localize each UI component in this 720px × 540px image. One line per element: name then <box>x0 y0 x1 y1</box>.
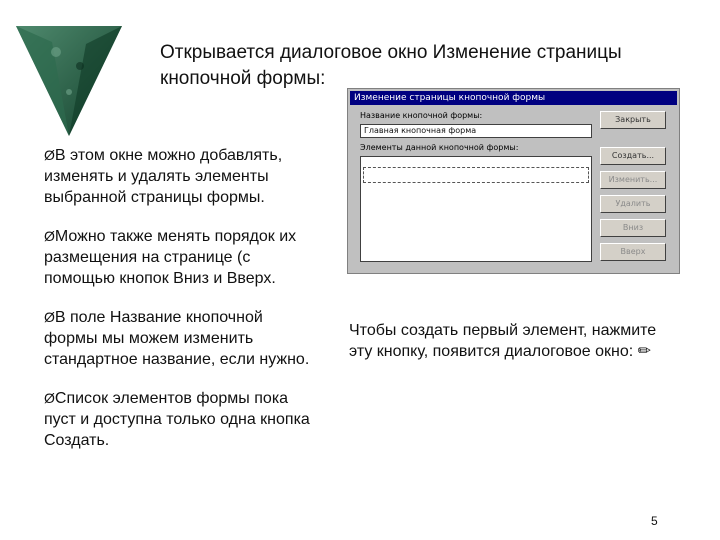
arrow-bullet-icon: Ø <box>44 147 55 163</box>
bullet-item <box>44 388 314 451</box>
create-button[interactable]: Создать... <box>600 147 666 165</box>
bullet-item <box>44 307 314 370</box>
items-list-label: Элементы данной кнопочной формы: <box>360 143 519 152</box>
dialog-title: Изменение страницы кнопочной формы <box>350 91 677 105</box>
move-down-button[interactable]: Вниз <box>600 219 666 237</box>
bullet-list <box>44 145 314 469</box>
move-up-button[interactable]: Вверх <box>600 243 666 261</box>
edit-button[interactable]: Изменить... <box>600 171 666 189</box>
callout-text: Чтобы создать первый элемент, нажмите эту кнопку, появится диалоговое окно: ✏ <box>349 322 657 360</box>
bullet-item <box>44 145 314 208</box>
bullet-item <box>44 226 314 289</box>
switchboard-name-input[interactable]: Главная кнопочная форма <box>360 124 592 138</box>
page-number: 5 <box>651 514 658 528</box>
bullet-text: В поле Название кнопочной формы мы можем изменить стандартное название, если нужно. <box>44 309 310 368</box>
bullet-text: В этом окне можно добавлять, изменять и удалять элементы выбранной страницы формы. <box>44 147 283 206</box>
edit-switchboard-page-dialog <box>347 88 680 274</box>
arrow-bullet-icon: Ø <box>44 390 55 406</box>
arrow-bullet-icon: Ø <box>44 228 55 244</box>
slide-title: Открывается диалоговое окно Изменение страницы кнопочной формы: <box>160 42 622 89</box>
switchboard-name-label: Название кнопочной формы: <box>360 111 483 120</box>
bullet-text: Можно также менять порядок их размещения на странице (с помощью кнопок Вниз и Вверх. <box>44 228 297 287</box>
bullet-text: Список элементов формы пока пуст и доступна только одна кнопка Создать. <box>44 390 310 449</box>
delete-button[interactable]: Удалить <box>600 195 666 213</box>
close-button[interactable]: Закрыть <box>600 111 666 129</box>
list-focus-row <box>363 167 589 183</box>
pyramid-logo <box>14 22 124 138</box>
items-list[interactable] <box>360 156 592 262</box>
arrow-bullet-icon: Ø <box>44 309 55 325</box>
